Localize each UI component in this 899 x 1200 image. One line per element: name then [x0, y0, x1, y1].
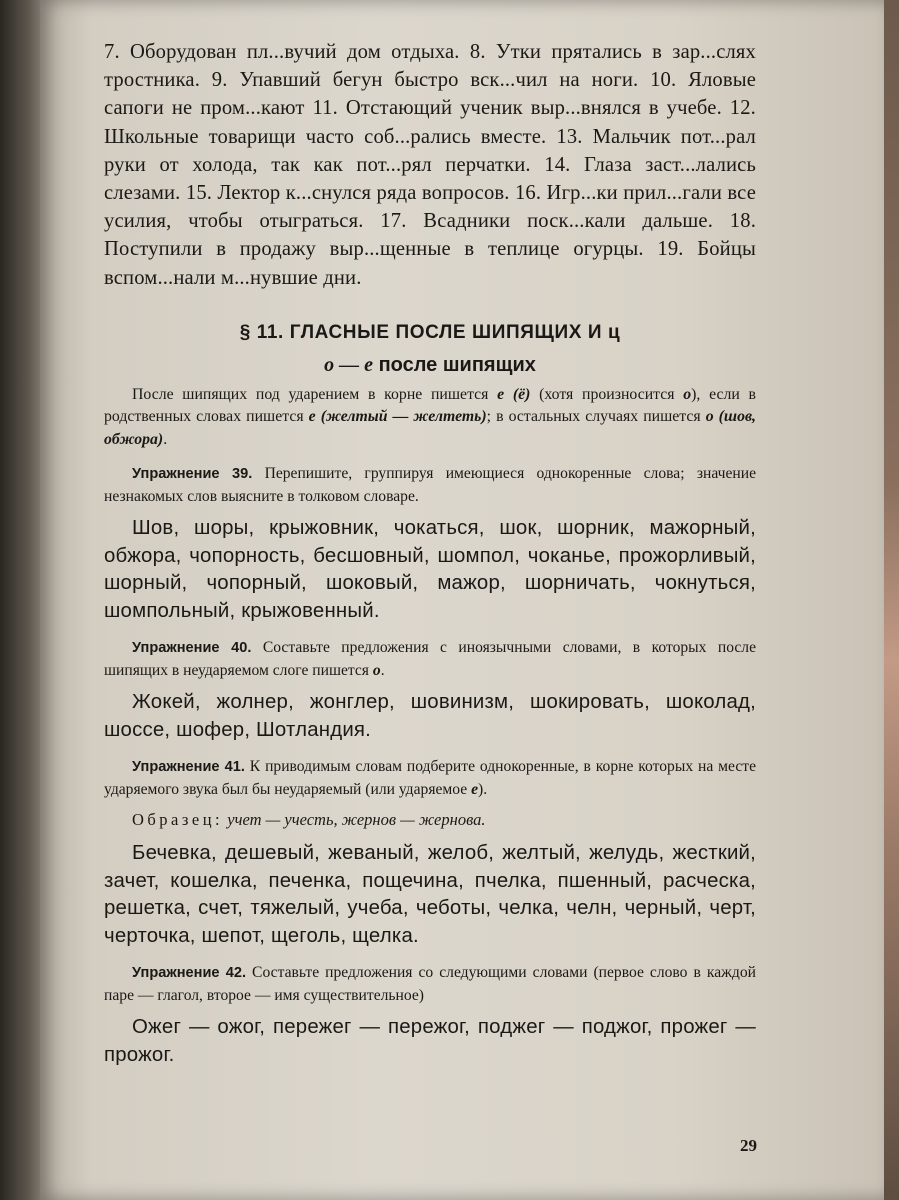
exercise-instruction: Составьте предложения со следующими словами (первое слово в каждой паре — глагол, второе — имя существительное): [104, 964, 757, 1004]
rule-text: ; в остальных случаях пишется: [486, 408, 706, 426]
exercise-instruction-italic: о: [372, 661, 381, 679]
exercise-instruction-end: .: [380, 661, 385, 679]
rule-example: е (ё): [497, 385, 531, 403]
subtitle-rest: после шипящих: [373, 353, 536, 376]
exercise-instruction: Составьте предложения с иноязычными словами, в которых после шипящих в неударяемом слоге пишется: [104, 639, 757, 679]
exercise-label: Упражнение 42.: [132, 965, 247, 982]
page-content: [104, 38, 756, 1069]
section-subtitle: [104, 351, 756, 379]
exercise-instruction-italic: е: [471, 780, 479, 798]
exercise-continuation-paragraph: 7. Оборудован пл...вучий дом отдыха. 8. Утки прятались в зар...слях тростника. 9. Упавший бегун быстро вск...чил на ноги. 10. Яловые сапоги не пром...кают 11. Отстающий ученик выр...внялся в учебе. 12. Школьные товарищи часто соб...рались вместе. 13. Мальчик пот...рал руки от холода, так как пот...рял перчатки. 14. Глаза заст...лались слезами. 15. Лектор к...снулся ряда вопросов. 16. Игр...ки прил...гали все усилия, чтобы отыграться. 17. Всадники поск...кали дальше. 18. Поступили в продажу выр...щенные в теплице огурцы. 19. Бойцы вспом...нали м...нувшие дни.: [104, 41, 756, 289]
subtitle-italic: о — е: [324, 353, 374, 376]
exercise-41-heading: [104, 756, 756, 800]
exercise-41-words: Бечевка, дешевый, жеваный, желоб, желтый, желудь, жесткий, зачет, кошелка, печенка, пощечина, пчелка, пшенный, расческа, решетка, счет, тяжелый, учеба, чеботы, челка, челн, черный, черт, черточка, шепот, щеголь, щелка.: [104, 842, 756, 947]
sample-text: учет — учесть, жернов — жернова.: [223, 810, 486, 830]
rule-example: о (шов, обжора): [104, 408, 756, 448]
page-number: 29: [740, 1136, 757, 1155]
rule-text: После шипящих под ударением в корне пишется: [132, 385, 498, 403]
exercise-41-sample: [104, 808, 756, 832]
exercise-40-heading: [104, 637, 756, 681]
background-edge: [884, 0, 899, 1200]
exercise-instruction-end: ).: [478, 780, 488, 798]
spelling-rule: [104, 384, 756, 452]
rule-example: е (желтый — желтеть): [308, 408, 487, 426]
exercise-42-words: Ожег — ожог, пережег — пережог, поджег — поджог, прожег — прожог.: [104, 1016, 756, 1066]
rule-example: о: [683, 385, 692, 403]
exercise-label: Упражнение 40.: [132, 640, 252, 657]
rule-text: .: [163, 430, 168, 448]
sample-label: Образец:: [132, 810, 224, 830]
exercise-42-heading: [104, 962, 756, 1006]
rule-text: (хотя произносится: [530, 385, 684, 403]
exercise-40-words: Жокей, жолнер, жонглер, шовинизм, шокировать, шоколад, шоссе, шофер, Шотландия.: [104, 691, 756, 741]
rule-text: ), если в родственных словах пишется: [104, 385, 756, 426]
exercise-39-heading: [104, 463, 756, 507]
exercise-label: Упражнение 39.: [132, 466, 253, 483]
exercise-39-words: Шов, шоры, крыжовник, чокаться, шок, шорник, мажорный, обжора, чопорность, бесшовный, шомпол, чоканье, прожорливый, шорный, чопорный, шоковый, мажор, шорничать, чокнуться, шомпольный, крыжовенный.: [104, 517, 756, 622]
section-title: § 11. ГЛАСНЫЕ ПОСЛЕ ШИПЯЩИХ И ц: [239, 321, 621, 343]
exercise-instruction: К приводимым словам подберите однокоренные, в корне которых на месте ударяемого звука был бы неударяемый (или ударяемое: [104, 758, 756, 798]
exercise-label: Упражнение 41.: [132, 759, 245, 776]
exercise-instruction: Перепишите, группируя имеющиеся однокоренные слова; значение незнакомых слов выясните в толковом словаре.: [104, 465, 756, 505]
